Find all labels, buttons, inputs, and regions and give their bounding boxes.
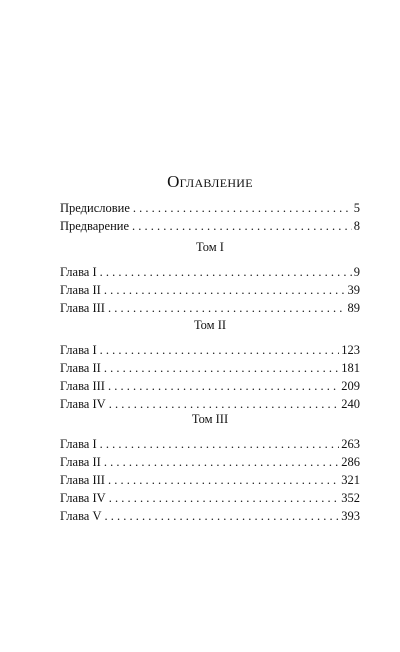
- entry-label: Глава I: [60, 265, 97, 279]
- dot-leader: [104, 281, 346, 299]
- volume-3-section: [60, 411, 360, 525]
- dot-leader: [108, 299, 346, 317]
- toc-entry: [60, 507, 360, 525]
- entry-page-number: 209: [341, 379, 360, 393]
- entry-label: Глава II: [60, 283, 101, 297]
- dot-leader: [100, 341, 340, 359]
- entry-page-number: 321: [341, 473, 360, 487]
- toc-entry: [60, 263, 360, 281]
- entry-label: Глава III: [60, 473, 105, 487]
- toc-page: [60, 0, 360, 652]
- toc-entry: [60, 377, 360, 395]
- volume-2-section: [60, 317, 360, 413]
- dot-leader: [104, 453, 339, 471]
- entry-page-number: 286: [341, 455, 360, 469]
- toc-entry: [60, 471, 360, 489]
- entry-label: Глава IV: [60, 491, 106, 505]
- toc-entry-preface: [60, 199, 360, 217]
- toc-entry: [60, 359, 360, 377]
- entry-label: Глава V: [60, 509, 102, 523]
- entry-page-number: 5: [353, 201, 360, 215]
- entry-label: Глава III: [60, 379, 105, 393]
- entry-label: Глава I: [60, 437, 97, 451]
- toc-entry: [60, 341, 360, 359]
- dot-leader: [100, 263, 352, 281]
- dot-leader: [104, 359, 339, 377]
- toc-entry-foreword: [60, 217, 360, 235]
- dot-leader: [132, 217, 352, 235]
- entry-label: Предварение: [60, 219, 130, 233]
- toc-entry: [60, 435, 360, 453]
- volume-title: Том I: [196, 240, 224, 254]
- entry-page-number: 89: [347, 301, 360, 315]
- dot-leader: [105, 507, 340, 525]
- entry-page-number: 9: [353, 265, 360, 279]
- entry-page-number: 263: [341, 437, 360, 451]
- entry-label: Глава I: [60, 343, 97, 357]
- toc-entry: [60, 281, 360, 299]
- entry-label: Глава IV: [60, 397, 106, 411]
- entry-page-number: 393: [341, 509, 360, 523]
- entry-page-number: 181: [341, 361, 360, 375]
- entry-page-number: 8: [353, 219, 360, 233]
- dot-leader: [109, 489, 340, 507]
- entry-page-number: 39: [347, 283, 360, 297]
- entry-label: Глава III: [60, 301, 105, 315]
- volume-title: Том II: [193, 318, 227, 332]
- toc-entry: [60, 299, 360, 317]
- entry-page-number: 352: [341, 491, 360, 505]
- entry-label: Глава II: [60, 361, 101, 375]
- entry-label: Глава II: [60, 455, 101, 469]
- entry-page-number: 240: [341, 397, 360, 411]
- dot-leader: [133, 199, 352, 217]
- volume-1-section: [60, 239, 360, 317]
- volume-title: Том III: [191, 412, 229, 426]
- dot-leader: [108, 471, 339, 489]
- toc-title: Оглавление: [167, 172, 253, 191]
- toc-entry: [60, 489, 360, 507]
- front-matter-list: [60, 199, 360, 235]
- toc-entry: [60, 453, 360, 471]
- entry-page-number: 123: [341, 343, 360, 357]
- entry-label: Предисловие: [60, 201, 130, 215]
- dot-leader: [100, 435, 340, 453]
- dot-leader: [108, 377, 339, 395]
